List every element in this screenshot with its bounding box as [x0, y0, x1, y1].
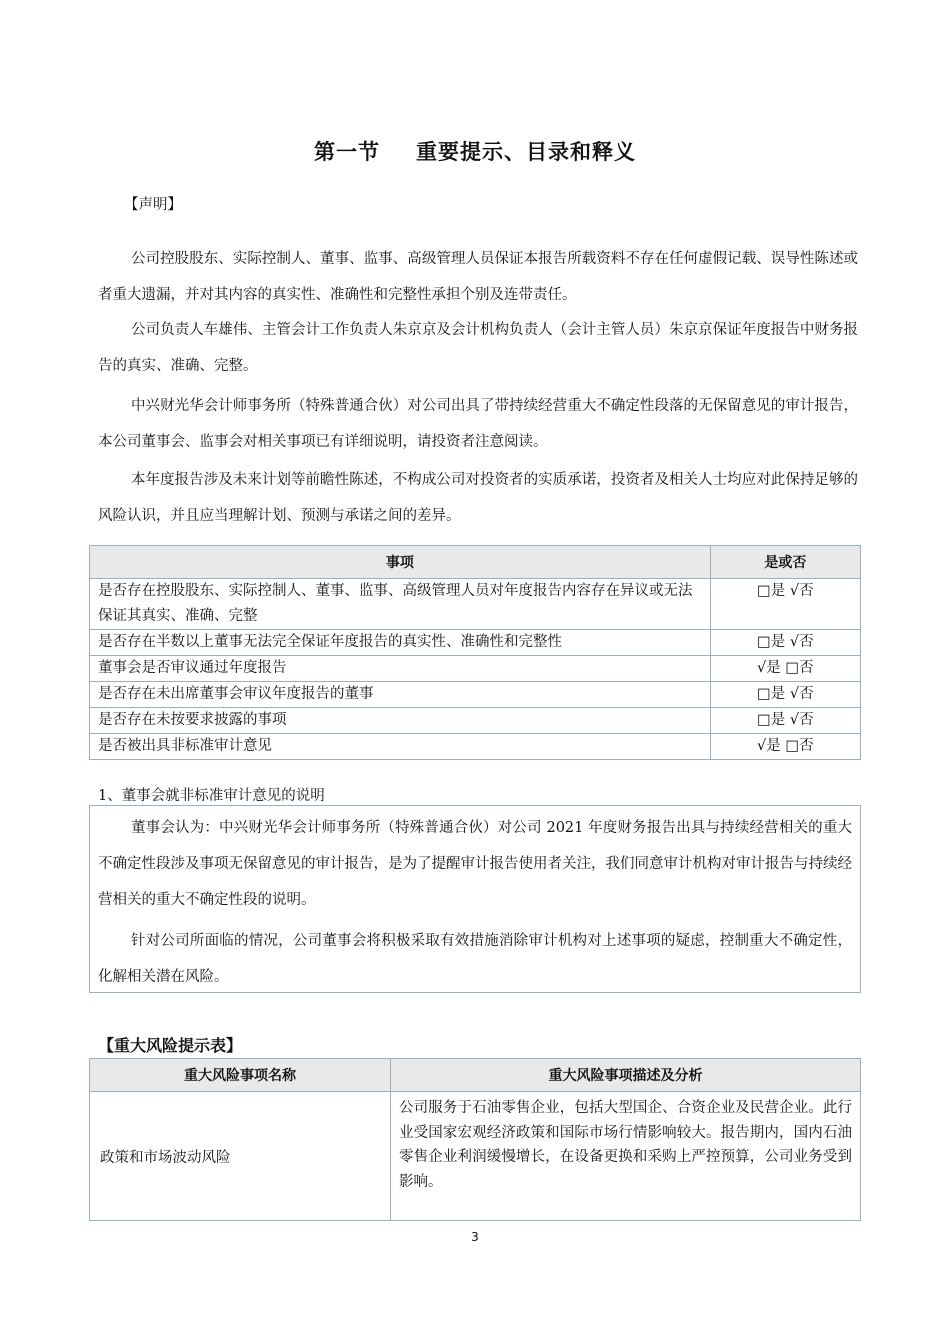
row-item: 是否存在半数以上董事无法完全保证年度报告的真实性、准确性和完整性	[90, 630, 711, 656]
table-row	[90, 682, 861, 708]
table-row	[90, 708, 861, 734]
row-answer: √是 □否	[710, 656, 860, 682]
row-item: 是否存在未出席董事会审议年度报告的董事	[90, 682, 711, 708]
row-item: 是否存在未按要求披露的事项	[90, 708, 711, 734]
table-header-row	[90, 1059, 861, 1092]
declaration-paragraph-2: 公司负责人车雄伟、主管会计工作负责人朱京京及会计机构负责人（会计主管人员）朱京京保证年度报告中财务报告的真实、准确、完整。	[98, 321, 858, 374]
column-header-risk-description: 重大风险事项描述及分析	[391, 1059, 861, 1092]
audit-note-heading: 1、董事会就非标准审计意见的说明	[98, 788, 325, 804]
risk-name: 政策和市场波动风险	[90, 1092, 391, 1221]
row-answer: □是 √否	[710, 682, 860, 708]
row-item: 是否存在控股股东、实际控制人、董事、监事、高级管理人员对年度报告内容存在异议或无法保证其真实、准确、完整	[90, 579, 711, 630]
row-answer: □是 √否	[710, 708, 860, 734]
audit-note-paragraph-1: 董事会认为：中兴财光华会计师事务所（特殊普通合伙）对公司 2021 年度财务报告出具与持续经营相关的重大不确定性段涉及事项无保留意见的审计报告，是为了提醒审计报告使用者关注，我们同意审计机构对审计报告与持续经营相关的重大不确定性段的说明。	[98, 820, 852, 908]
section-title	[0, 136, 950, 166]
table-row	[90, 734, 861, 760]
row-item: 董事会是否审议通过年度报告	[90, 656, 711, 682]
risk-table-title: 【重大风险提示表】	[98, 1036, 243, 1055]
section-title-number: 第一节	[314, 140, 380, 164]
column-header-answer: 是或否	[710, 546, 860, 579]
risk-table	[89, 1058, 861, 1221]
page-number: 3	[471, 1230, 479, 1244]
row-answer: □是 √否	[710, 630, 860, 656]
table-row	[90, 630, 861, 656]
confirmation-table	[89, 545, 861, 760]
section-title-text: 重要提示、目录和释义	[416, 140, 636, 164]
table-row	[90, 579, 861, 630]
row-item: 是否被出具非标准审计意见	[90, 734, 711, 760]
column-header-item: 事项	[90, 546, 711, 579]
table-row	[90, 1092, 861, 1221]
declaration-paragraph-4: 本年度报告涉及未来计划等前瞻性陈述，不构成公司对投资者的实质承诺，投资者及相关人士均应对此保持足够的风险认识，并且应当理解计划、预测与承诺之间的差异。	[98, 471, 858, 524]
audit-note-paragraph-2: 针对公司所面临的情况，公司董事会将积极采取有效措施消除审计机构对上述事项的疑虑，控制重大不确定性，化解相关潜在风险。	[98, 933, 852, 985]
row-answer: √是 □否	[710, 734, 860, 760]
table-row	[90, 656, 861, 682]
row-answer: □是 √否	[710, 579, 860, 630]
table-header-row	[90, 546, 861, 579]
column-header-risk-name: 重大风险事项名称	[90, 1059, 391, 1092]
declaration-label: 【声明】	[124, 197, 182, 213]
audit-note-box	[89, 805, 861, 993]
declaration-paragraph-1: 公司控股股东、实际控制人、董事、监事、高级管理人员保证本报告所载资料不存在任何虚假记载、误导性陈述或者重大遗漏，并对其内容的真实性、准确性和完整性承担个别及连带责任。	[98, 250, 858, 303]
declaration-paragraph-3: 中兴财光华会计师事务所（特殊普通合伙）对公司出具了带持续经营重大不确定性段落的无保留意见的审计报告，本公司董事会、监事会对相关事项已有详细说明，请投资者注意阅读。	[98, 397, 858, 450]
risk-description: 公司服务于石油零售企业，包括大型国企、合资企业及民营企业。此行业受国家宏观经济政策和国际市场行情影响较大。报告期内，国内石油零售企业利润缓慢增长，在设备更换和采购上严控预算，公司业务受到影响。	[391, 1092, 861, 1221]
